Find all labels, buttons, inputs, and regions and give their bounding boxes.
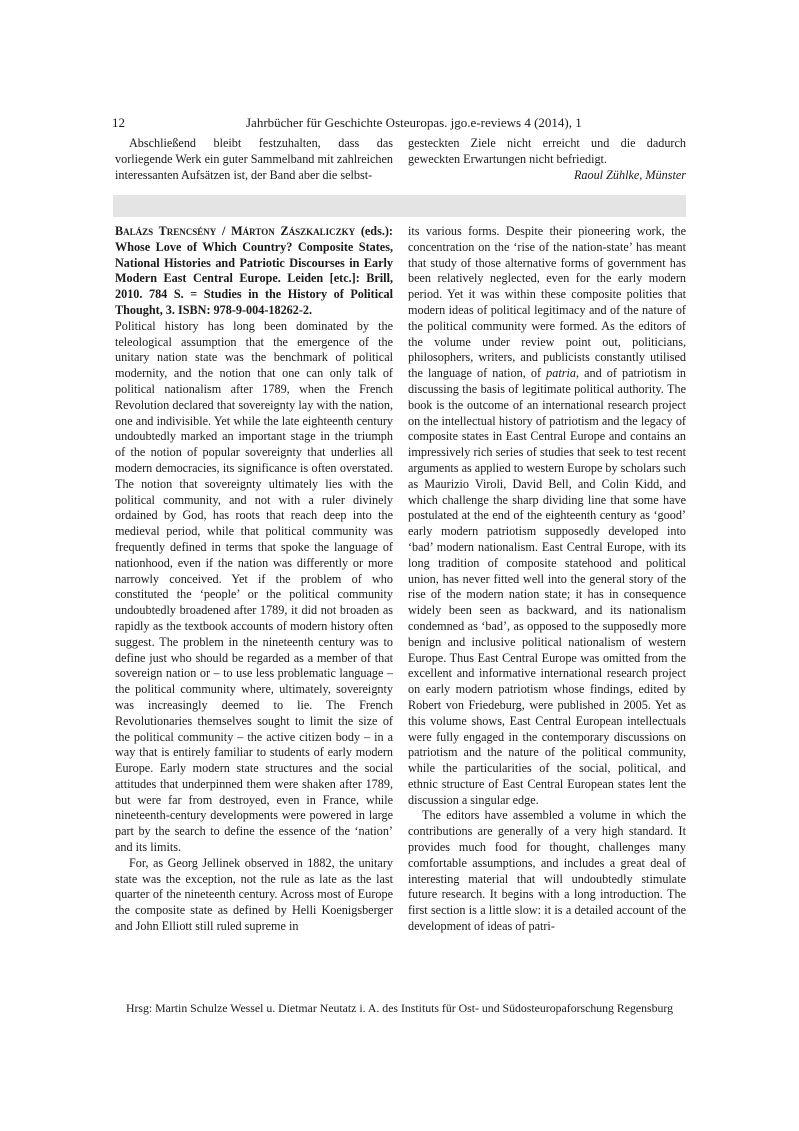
review-paragraph: The editors have assembled a volume in which the contributions are generally of a very high standard. It provides much food for thought, challenges many comfortable assumptions, and includes a great deal of interesting material that will undoubtedly stimulate future research. It begins with a long introduction. The first section is a little slow: it is a detailed account of the development of ideas of patri- xyxy=(408,808,686,934)
review-paragraph: For, as Georg Jellinek observed in 1882, the unitary state was the exception, not the rule as late as the last quarter of the nineteenth century. Across most of Europe the composite state as defined by Helli Koenigsberger and John Elliott still ruled supreme in xyxy=(115,855,393,934)
review-authors: Balázs Trencsény / Márton Zászkaliczky xyxy=(115,224,356,238)
review-paragraph: Political history has long been dominated by the teleological assumption that the emergence of the unitary nation state was the benchmark of political modernity, and the notion that one can only talk of political nationalism after 1789, when the French Revolution declared that sovereignty lay with the nation, one and indivisible. Yet while the late eighteenth century undoubtedly marked an important stage in the triumph of the notion of popular sovereignty that underlies all modern democracies, its significance is often overstated. The notion that sovereignty ultimately lies with the political community, and not with a ruler divinely ordained by God, has roots that reach deep into the medieval period, while that political community was frequently defined in terms that spoke the language of nationhood, even if the nation was differently or more narrowly conceived. Yet if the problem of who constituted the ‘people’ or the political community undoubtedly broadened after 1789, it did not broaden as rapidly as the textbook accounts of modern history often suggest. The problem in the nineteenth century was to define just who should be regarded as a member of that sovereign nation or – to use less problematic language – the political community where, ultimately, sovereignty was increasingly deemed to lie. The French Revolutionaries themselves sought to limit the size of the political community – the active citizen body – in a way that is entirely familiar to students of early modern Europe. Early modern state structures and the social attitudes that underpinned them were shaken after 1789, but were far from destroyed, even in France, while nineteenth-century developments were powered in large part by the search to define the essence of the ‘nation’ and its limits. xyxy=(115,318,393,855)
previous-review-tail-left xyxy=(115,136,393,183)
italic-term: patria xyxy=(546,366,576,381)
reviewer-signature: Raoul Zühlke, Münster xyxy=(573,167,686,182)
review-separator-band xyxy=(113,195,686,217)
previous-review-right-text: gesteckten Ziele nicht erreicht und die dadurch geweckten Erwartungen nicht befriedigt. xyxy=(408,136,686,166)
paragraph-text: its various forms. Despite their pioneering work, the concentration on the ‘rise of the nation-state’ has meant that study of those alternative forms of government has been relatively neglected, even for the early modern period. Yet it was within these composite polities that modern ideas of political legitimacy and of the nature of the political community were formed. As the editors of the volume under review point out, politicians, philosophers, writers, and publicists constantly utilised the language of nation, of xyxy=(408,224,686,381)
right-column xyxy=(408,224,686,935)
page-footer: Hrsg: Martin Schulze Wessel u. Dietmar Neutatz i. A. des Instituts für Ost- und Südosteuropaforschung Regensburg xyxy=(125,1001,674,1015)
previous-review-left-text: Abschließend bleibt festzuhalten, dass das vorliegende Werk ein guter Sammelband mit zahlreichen interessanten Aufsätzen ist, der Band aber die selbst- xyxy=(115,136,393,182)
running-head: Jahrbücher für Geschichte Osteuropas. jgo.e-reviews 4 (2014), 1 xyxy=(246,115,582,130)
previous-review-tail-right xyxy=(408,136,686,183)
review-heading xyxy=(115,224,393,319)
review-paragraph xyxy=(408,224,686,808)
paragraph-text: , and of patriotism in discussing the basis of legitimate political authority. The book is the outcome of an international research project on the intellectual history of patriotism and the legacy of composite states in East Central Europe and contains an impressively rich series of studies that seek to test recent arguments as applied to western Europe by scholars such as Maurizio Viroli, David Bell, and Colin Kidd, and which challenge the sharp dividing line that some have postulated at the end of the eighteenth century as ‘good’ early modern patriotism supposedly developed into ‘bad’ modern nationalism. East Central Europe, with its long tradition of composite statehood and political union, has never fitted well into the general story of the rise of the modern nation state; it has in consequence widely been seen as backward, and its nationalism condemned as ‘bad’, as opposed to the supposedly more benign and inclusive political nationalism of western Europe. Thus East Central Europe was omitted from the excellent and informative international research project on early modern patriotism whose findings, edited by Robert von Friedeburg, were published in 2005. Yet as this volume shows, East Central European intellectuals were fully engaged in the contemporary discussions on patriotism and the nature of the political community, while the particularities of the social, political, and ethnic structure of East Central European states lent the discussion a singular edge. xyxy=(408,366,686,807)
review-bibliographic-details: (eds.): Whose Love of Which Country? Composite States, National Histories and Patriotic Discourses in Early Modern East Central Europe. Leiden [etc.]: Brill, 2010. 784 S. = Studies in the History of Political Thought, 3. ISBN: 978-9-004-18262-2. xyxy=(115,224,393,317)
left-column xyxy=(115,224,393,935)
page-number: 12 xyxy=(112,115,125,130)
